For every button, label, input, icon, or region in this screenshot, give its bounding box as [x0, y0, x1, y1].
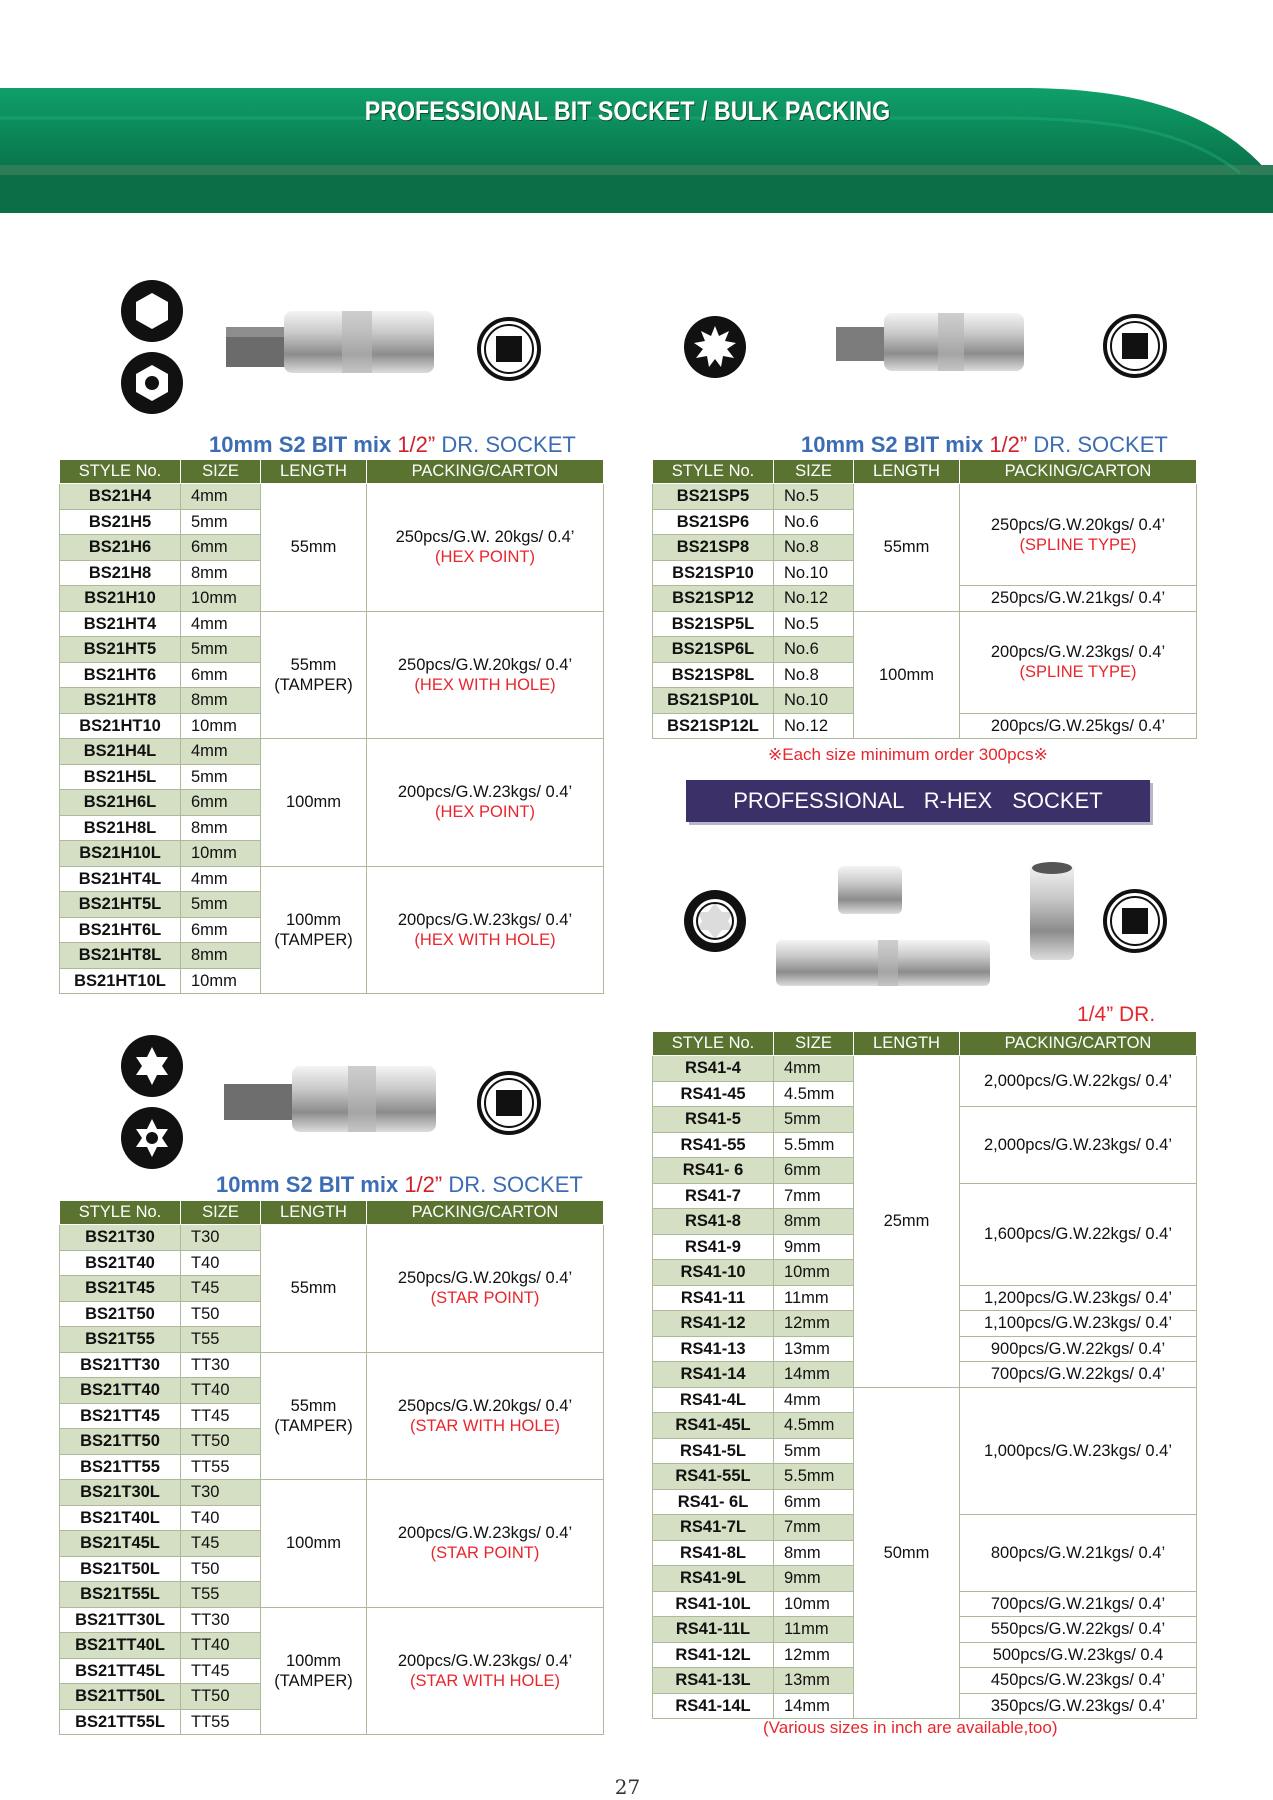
style-no: BS21SP10 [653, 560, 774, 586]
page-number: 27 [614, 1775, 641, 1799]
type-note: (HEX WITH HOLE) [414, 675, 556, 694]
length-cell [261, 1352, 367, 1480]
style-no: BS21HT5 [60, 637, 181, 663]
size: TT45 [181, 1403, 261, 1429]
size: 9mm [774, 1566, 854, 1592]
style-no: RS41-4L [653, 1387, 774, 1413]
size: No.10 [774, 560, 854, 586]
star-section-title: 10mm S2 BIT mix 1/2” DR. SOCKET [216, 1172, 583, 1197]
length-value: 100mm [285, 793, 342, 812]
style-no: RS41-55L [653, 1464, 774, 1490]
style-no: RS41-4 [653, 1056, 774, 1082]
size: TT50 [181, 1684, 261, 1710]
size: T50 [181, 1556, 261, 1582]
size: 5mm [774, 1438, 854, 1464]
size: No.6 [774, 509, 854, 535]
table-header-row [653, 1032, 1197, 1056]
style-no: BS21TT40 [60, 1378, 181, 1404]
size: 6mm [181, 535, 261, 561]
size: No.10 [774, 688, 854, 714]
packing-value: 200pcs/G.W.23kgs/ 0.4’ [397, 1651, 573, 1670]
size: 6mm [181, 917, 261, 943]
size: T40 [181, 1505, 261, 1531]
style-no: RS41-11L [653, 1617, 774, 1643]
table-row [653, 484, 1197, 510]
style-no: BS21T55L [60, 1582, 181, 1608]
style-no: RS41-8L [653, 1540, 774, 1566]
packing-cell: 350pcs/G.W.23kgs/ 0.4’ [960, 1693, 1197, 1719]
length-note: (TAMPER) [274, 930, 353, 949]
star-bit-socket-image [222, 1060, 440, 1138]
style-no: BS21H10 [60, 586, 181, 612]
rhex-spec-table [652, 1031, 1197, 1719]
size: T30 [181, 1480, 261, 1506]
style-no: BS21HT5L [60, 892, 181, 918]
style-no: BS21SP10L [653, 688, 774, 714]
style-no: BS21SP8L [653, 662, 774, 688]
table-row [653, 611, 1197, 637]
size: 8mm [774, 1209, 854, 1235]
style-no: BS21HT4L [60, 866, 181, 892]
size: 10mm [181, 841, 261, 867]
length-cell [261, 1225, 367, 1353]
type-note: (STAR POINT) [430, 1544, 540, 1563]
rhex-section-label: PROFESSIONAL R-HEX SOCKET [686, 780, 1150, 822]
packing-cell [367, 484, 604, 612]
table-row [60, 1607, 604, 1633]
size: 4mm [774, 1056, 854, 1082]
style-no: RS41-7L [653, 1515, 774, 1541]
style-no: RS41-12 [653, 1311, 774, 1337]
packing-cell [367, 1480, 604, 1608]
rhex-socket-upright-image [1022, 858, 1080, 968]
size: 10mm [181, 713, 261, 739]
spline-bit-socket-image [834, 303, 1029, 378]
hex-spec-table [59, 459, 604, 994]
style-no: BS21TT40L [60, 1633, 181, 1659]
style-no: BS21T50L [60, 1556, 181, 1582]
style-no: BS21T30L [60, 1480, 181, 1506]
type-note: (STAR WITH HOLE) [409, 1671, 561, 1690]
length-cell: 50mm [854, 1387, 960, 1719]
size: 7mm [774, 1183, 854, 1209]
min-order-note: ※Each size minimum order 300pcs※ [768, 745, 1048, 764]
size: 6mm [181, 662, 261, 688]
packing-cell: 900pcs/G.W.22kgs/ 0.4’ [960, 1336, 1197, 1362]
col-style-header: STYLE No. [60, 1201, 181, 1225]
style-no: BS21T40L [60, 1505, 181, 1531]
table-row [60, 866, 604, 892]
col-packing-header: PACKING/CARTON [960, 460, 1197, 484]
square-drive-icon [1102, 888, 1168, 954]
packing-cell: 1,100pcs/G.W.23kgs/ 0.4’ [960, 1311, 1197, 1337]
size: TT40 [181, 1633, 261, 1659]
rhex-profile-icon [682, 888, 748, 954]
packing-cell [960, 484, 1197, 586]
packing-value: 250pcs/G.W. 20kgs/ 0.4’ [395, 528, 575, 547]
style-no: BS21H5 [60, 509, 181, 535]
style-no: BS21T45 [60, 1276, 181, 1302]
table-row [60, 484, 604, 510]
style-no: BS21T55 [60, 1327, 181, 1353]
spline-section-title: 10mm S2 BIT mix 1/2” DR. SOCKET [801, 432, 1168, 457]
size: 6mm [774, 1158, 854, 1184]
style-no: RS41-45L [653, 1413, 774, 1439]
size: 7mm [774, 1515, 854, 1541]
style-no: RS41-12L [653, 1642, 774, 1668]
packing-cell: 250pcs/G.W.21kgs/ 0.4’ [960, 586, 1197, 612]
col-size-header: SIZE [774, 1032, 854, 1056]
packing-value: 200pcs/G.W.23kgs/ 0.4’ [397, 910, 573, 929]
size: No.8 [774, 535, 854, 561]
length-cell [854, 611, 960, 739]
style-no: BS21H6L [60, 790, 181, 816]
length-value: 100mm [285, 1534, 342, 1553]
packing-value: 200pcs/G.W.23kgs/ 0.4’ [397, 783, 573, 802]
table-row [653, 1387, 1197, 1413]
length-cell [261, 1607, 367, 1735]
style-no: BS21TT55L [60, 1709, 181, 1735]
packing-cell: 800pcs/G.W.21kgs/ 0.4’ [960, 1515, 1197, 1592]
length-value: 55mm [290, 538, 337, 557]
size: 5mm [181, 637, 261, 663]
length-cell [261, 611, 367, 739]
packing-cell [367, 611, 604, 739]
table-row [60, 611, 604, 637]
table-header-row [653, 460, 1197, 484]
col-style-header: STYLE No. [60, 460, 181, 484]
size: 4mm [774, 1387, 854, 1413]
style-no: BS21SP5 [653, 484, 774, 510]
size: TT30 [181, 1352, 261, 1378]
packing-cell: 2,000pcs/G.W.22kgs/ 0.4’ [960, 1056, 1197, 1107]
packing-cell [367, 739, 604, 867]
col-size-header: SIZE [181, 460, 261, 484]
packing-cell: 550pcs/G.W.22kgs/ 0.4’ [960, 1617, 1197, 1643]
size: TT55 [181, 1454, 261, 1480]
size: 6mm [774, 1489, 854, 1515]
type-note: (HEX POINT) [435, 548, 535, 567]
size: T45 [181, 1531, 261, 1557]
length-value: 100mm [285, 910, 342, 929]
size: TT40 [181, 1378, 261, 1404]
star-spec-table [59, 1200, 604, 1735]
hex-point-icon [121, 280, 183, 342]
size: 8mm [181, 560, 261, 586]
size: 13mm [774, 1336, 854, 1362]
type-note: (SPLINE TYPE) [1019, 535, 1137, 554]
style-no: BS21H6 [60, 535, 181, 561]
style-no: BS21TT50L [60, 1684, 181, 1710]
style-no: RS41-5L [653, 1438, 774, 1464]
length-note: (TAMPER) [274, 1416, 353, 1435]
size: No.12 [774, 713, 854, 739]
style-no: BS21TT50 [60, 1429, 181, 1455]
col-style-header: STYLE No. [653, 460, 774, 484]
size: 13mm [774, 1668, 854, 1694]
star-point-icon [121, 1035, 183, 1097]
length-cell [261, 866, 367, 994]
style-no: BS21TT30L [60, 1607, 181, 1633]
style-no: BS21SP8 [653, 535, 774, 561]
size: 9mm [774, 1234, 854, 1260]
hex-bit-socket-image [224, 303, 439, 378]
col-size-header: SIZE [181, 1201, 261, 1225]
length-cell [854, 484, 960, 612]
length-value: 55mm [290, 1279, 337, 1298]
style-no: BS21H4 [60, 484, 181, 510]
style-no: BS21H8L [60, 815, 181, 841]
size: 8mm [181, 815, 261, 841]
style-no: BS21HT10L [60, 968, 181, 994]
size: 12mm [774, 1642, 854, 1668]
style-no: RS41-10 [653, 1260, 774, 1286]
style-no: RS41- 6 [653, 1158, 774, 1184]
length-note: (TAMPER) [274, 675, 353, 694]
size: T30 [181, 1225, 261, 1251]
packing-cell: 700pcs/G.W.21kgs/ 0.4’ [960, 1591, 1197, 1617]
style-no: RS41-9 [653, 1234, 774, 1260]
packing-cell [367, 1225, 604, 1353]
style-no: BS21H8 [60, 560, 181, 586]
style-no: BS21SP6L [653, 637, 774, 663]
packing-cell: 700pcs/G.W.22kgs/ 0.4’ [960, 1362, 1197, 1388]
size: 12mm [774, 1311, 854, 1337]
style-no: BS21TT30 [60, 1352, 181, 1378]
size: No.5 [774, 611, 854, 637]
hex-hole-icon [121, 352, 183, 414]
style-no: RS41- 6L [653, 1489, 774, 1515]
table-row [653, 1056, 1197, 1082]
length-value: 100mm [878, 665, 935, 684]
style-no: RS41-11 [653, 1285, 774, 1311]
table-row [60, 1480, 604, 1506]
style-no: BS21TT55 [60, 1454, 181, 1480]
packing-value: 200pcs/G.W.23kgs/ 0.4’ [990, 643, 1166, 661]
style-no: BS21T50 [60, 1301, 181, 1327]
col-length-header: LENGTH [854, 1032, 960, 1056]
style-no: RS41-8 [653, 1209, 774, 1235]
size: T50 [181, 1301, 261, 1327]
size: 10mm [774, 1260, 854, 1286]
hex-profile-icons [118, 278, 188, 418]
style-no: BS21H4L [60, 739, 181, 765]
length-cell [261, 484, 367, 612]
size: 11mm [774, 1617, 854, 1643]
packing-cell: 1,200pcs/G.W.23kgs/ 0.4’ [960, 1285, 1197, 1311]
style-no: BS21HT6L [60, 917, 181, 943]
packing-cell: 450pcs/G.W.23kgs/ 0.4’ [960, 1668, 1197, 1694]
style-no: BS21SP12 [653, 586, 774, 612]
type-note: (HEX WITH HOLE) [414, 930, 556, 949]
length-value: 55mm [290, 1396, 337, 1415]
length-cell [261, 1480, 367, 1608]
col-packing-header: PACKING/CARTON [367, 460, 604, 484]
style-no: RS41-5 [653, 1107, 774, 1133]
style-no: RS41-14 [653, 1362, 774, 1388]
style-no: RS41-7 [653, 1183, 774, 1209]
packing-cell: 200pcs/G.W.25kgs/ 0.4’ [960, 713, 1197, 739]
col-packing-header: PACKING/CARTON [367, 1201, 604, 1225]
length-cell: 25mm [854, 1056, 960, 1388]
length-value: 55mm [883, 538, 930, 557]
size: 5mm [181, 892, 261, 918]
size: T40 [181, 1250, 261, 1276]
size: 4.5mm [774, 1081, 854, 1107]
size: No.8 [774, 662, 854, 688]
style-no: BS21HT6 [60, 662, 181, 688]
col-style-header: STYLE No. [653, 1032, 774, 1056]
style-no: BS21T40 [60, 1250, 181, 1276]
packing-cell [367, 1607, 604, 1735]
style-no: RS41-45 [653, 1081, 774, 1107]
table-row [60, 739, 604, 765]
rhex-socket-image [772, 862, 992, 992]
square-drive-icon [1102, 313, 1168, 379]
table-row [60, 1225, 604, 1251]
length-note: (TAMPER) [274, 1671, 353, 1690]
length-value: 55mm [290, 655, 337, 674]
size: 10mm [181, 968, 261, 994]
col-length-header: LENGTH [854, 460, 960, 484]
size: No.12 [774, 586, 854, 612]
style-no: BS21HT4 [60, 611, 181, 637]
size: TT50 [181, 1429, 261, 1455]
style-no: BS21SP12L [653, 713, 774, 739]
size: 4mm [181, 611, 261, 637]
type-note: (SPLINE TYPE) [1019, 663, 1137, 681]
rhex-drive-size: 1/4” DR. [1077, 1003, 1156, 1026]
size: 10mm [181, 586, 261, 612]
square-drive-icon [476, 1070, 542, 1136]
table-header-row [60, 1201, 604, 1225]
type-note: (STAR WITH HOLE) [409, 1416, 561, 1435]
packing-value: 250pcs/G.W.20kgs/ 0.4’ [397, 1396, 573, 1415]
packing-value: 250pcs/G.W.20kgs/ 0.4’ [990, 515, 1166, 534]
size: T45 [181, 1276, 261, 1302]
packing-cell: 500pcs/G.W.23kgs/ 0.4 [960, 1642, 1197, 1668]
table-row [60, 1352, 604, 1378]
size: 8mm [181, 943, 261, 969]
packing-cell: 2,000pcs/G.W.23kgs/ 0.4’ [960, 1107, 1197, 1184]
style-no: BS21HT8L [60, 943, 181, 969]
size: 5.5mm [774, 1464, 854, 1490]
size: 10mm [774, 1591, 854, 1617]
star-profile-icons [118, 1033, 188, 1173]
style-no: BS21SP6 [653, 509, 774, 535]
style-no: RS41-55 [653, 1132, 774, 1158]
packing-value: 250pcs/G.W.20kgs/ 0.4’ [397, 655, 573, 674]
square-drive-icon [476, 316, 542, 382]
size: 4.5mm [774, 1413, 854, 1439]
size: 6mm [181, 790, 261, 816]
spline-spec-table [652, 459, 1197, 739]
size: 5mm [181, 764, 261, 790]
page-title: PROFESSIONAL BIT SOCKET / BULK PACKING [364, 96, 891, 126]
style-no: BS21T30 [60, 1225, 181, 1251]
length-cell [261, 739, 367, 867]
size: 14mm [774, 1693, 854, 1719]
type-note: (HEX POINT) [435, 803, 535, 822]
size: 8mm [181, 688, 261, 714]
style-no: RS41-9L [653, 1566, 774, 1592]
style-no: BS21H10L [60, 841, 181, 867]
col-length-header: LENGTH [261, 1201, 367, 1225]
spline-profile-icon [682, 314, 748, 380]
style-no: BS21TT45 [60, 1403, 181, 1429]
size: No.6 [774, 637, 854, 663]
style-no: BS21HT10 [60, 713, 181, 739]
inch-sizes-note: (Various sizes in inch are available,too) [763, 1718, 1058, 1737]
size: 4mm [181, 739, 261, 765]
table-header-row [60, 460, 604, 484]
style-no: RS41-14L [653, 1693, 774, 1719]
col-length-header: LENGTH [261, 460, 367, 484]
size: TT45 [181, 1658, 261, 1684]
style-no: RS41-10L [653, 1591, 774, 1617]
size: 5mm [181, 509, 261, 535]
style-no: BS21T45L [60, 1531, 181, 1557]
style-no: BS21TT45L [60, 1658, 181, 1684]
packing-value: 200pcs/G.W.23kgs/ 0.4’ [397, 1524, 573, 1543]
size: TT55 [181, 1709, 261, 1735]
size: 8mm [774, 1540, 854, 1566]
size: 11mm [774, 1285, 854, 1311]
size: T55 [181, 1582, 261, 1608]
length-value: 100mm [285, 1651, 342, 1670]
size: T55 [181, 1327, 261, 1353]
packing-cell: 1,000pcs/G.W.23kgs/ 0.4’ [960, 1387, 1197, 1515]
hex-section-title: 10mm S2 BIT mix 1/2” DR. SOCKET [209, 432, 576, 457]
style-no: BS21H5L [60, 764, 181, 790]
size: 5.5mm [774, 1132, 854, 1158]
style-no: RS41-13 [653, 1336, 774, 1362]
style-no: BS21HT8 [60, 688, 181, 714]
star-hole-icon [121, 1107, 183, 1169]
packing-cell [367, 866, 604, 994]
col-size-header: SIZE [774, 460, 854, 484]
size: 4mm [181, 866, 261, 892]
size: 14mm [774, 1362, 854, 1388]
type-note: (STAR POINT) [430, 1289, 540, 1308]
style-no: RS41-13L [653, 1668, 774, 1694]
size: 4mm [181, 484, 261, 510]
packing-cell [367, 1352, 604, 1480]
packing-value: 250pcs/G.W.20kgs/ 0.4’ [397, 1269, 573, 1288]
size: 5mm [774, 1107, 854, 1133]
packing-cell: 1,600pcs/G.W.22kgs/ 0.4’ [960, 1183, 1197, 1285]
style-no: BS21SP5L [653, 611, 774, 637]
size: No.5 [774, 484, 854, 510]
col-packing-header: PACKING/CARTON [960, 1032, 1197, 1056]
size: TT30 [181, 1607, 261, 1633]
packing-cell [960, 611, 1197, 713]
